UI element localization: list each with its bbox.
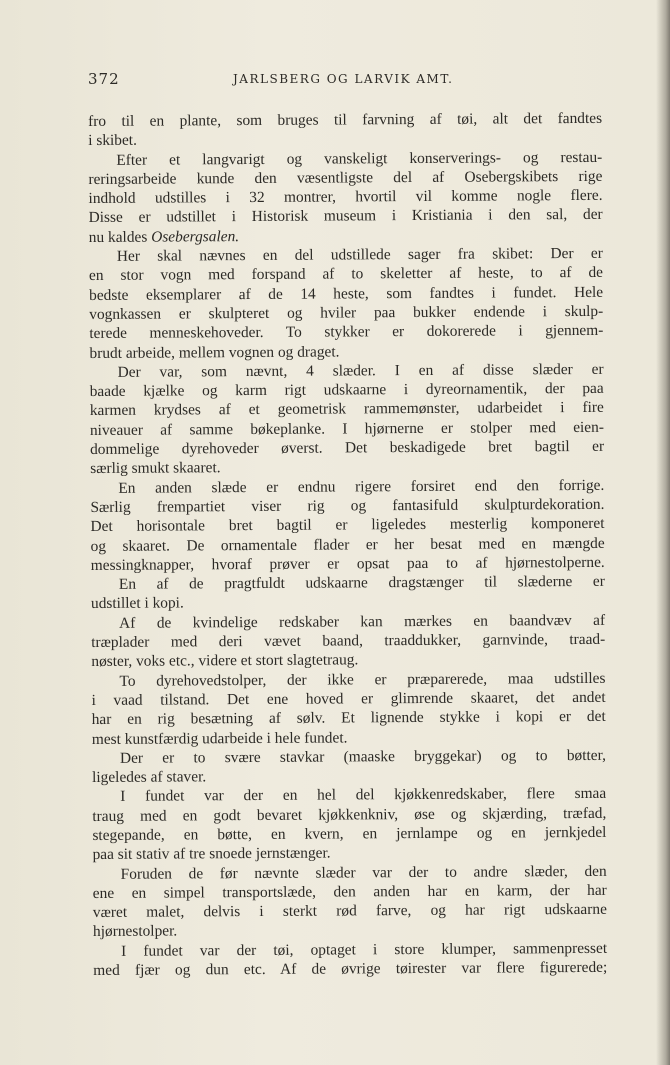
text-line: indhold udstilles i 32 montrer, hvortil vil komme nogle flere. xyxy=(88,187,603,208)
page-number: 372 xyxy=(88,70,120,88)
text-line: fro til en plante, som bruges til farvning af tøi, alt det fandtes xyxy=(88,109,603,130)
text-line: træplader med deri vævet baand, traaddukker, garnvinde, traad- xyxy=(91,630,606,652)
text-line: Særlig frempartiet viser rig og fantasifuld skulpturdekoration. xyxy=(90,495,605,516)
text-line: baade kjælke og karm rigt udskaarne i dyreornamentik, der paa xyxy=(89,380,604,401)
text-line: I fundet var der tøi, optaget i store klumper, sammenpresset xyxy=(121,939,608,960)
text-line: bedste eksemplarer af de 14 heste, som fandtes i fundet. Hele xyxy=(89,283,604,304)
text-line: Af de kvindelige redskaber kan mærkes en baandvæv af xyxy=(119,611,606,632)
text-line: En af de pragtfuldt udskaarne dragstænger til slæderne er xyxy=(118,572,605,593)
text-line: brudt arbeide, mellem vognen og draget. xyxy=(89,343,340,362)
running-head: JARLSBERG OG LARVIK AMT. xyxy=(233,72,454,86)
text-line: Der er to svære stavkar (maaske bryggekar) og to bøtter, xyxy=(119,746,606,767)
text-line: Efter et langvarigt og vanskeligt konserverings- og restau- xyxy=(116,148,603,169)
text-line: messingknapper, hvoraf prøver er opsat paa to af hjørnestolperne. xyxy=(90,553,605,574)
text-line: vognkassen er skulpteret og hviler paa bukker endende i skulp- xyxy=(89,302,604,323)
body-text xyxy=(88,109,607,980)
text-line: en stor vogn med forspand af to skeletter af heste, to af de xyxy=(88,264,604,285)
text-line: ligeledes af staver. xyxy=(92,768,207,787)
text-fragment: nu kaldes xyxy=(88,228,152,246)
text-line: har en rig besætning af sølv. Et lignende stykke i kopi er det xyxy=(91,708,606,729)
text-line: nøster, voks etc., videre et stort slagtetraug. xyxy=(91,651,359,671)
page-header xyxy=(88,70,608,90)
text-line: Disse er udstillet i Historisk museum i Kristiania i den sal, der xyxy=(88,206,603,227)
italic-term: Osebergsalen. xyxy=(151,227,240,246)
text-line: udstillet i kopi. xyxy=(90,594,184,613)
text-line: Der var, som nævnt, 4 slæder. I en af disse slæder er xyxy=(117,360,604,381)
text-line: reringsarbeide kunde den væsentligste del af Osebergskibets rige xyxy=(88,167,603,188)
text-line: dommelige dyrehoveder øverst. Det beskadigede bret bagtil er xyxy=(90,437,605,459)
text-line: karmen krydses af et geometrisk rammemønster, udarbeidet i fire xyxy=(89,399,604,420)
text-line: Her skal nævnes en del udstillede sager fra skibet: Der er xyxy=(116,244,603,265)
text-line: To dyrehovedstolper, der ikke er præparerede, maa udstilles xyxy=(119,669,606,690)
text-line: niveauer af samme bøkeplanke. I hjørnerne er stolper med eien- xyxy=(89,418,604,439)
text-line: mest kunstfærdig udarbeide i hele fundet. xyxy=(91,728,348,748)
text-line: terede menneskehoveder. To stykker er dokorerede i gjennem- xyxy=(89,322,604,343)
page-edge-shadow xyxy=(656,0,670,1065)
text-line: i skibet. xyxy=(88,131,137,150)
text-line: paa sit stativ af tre snoede jernstænger. xyxy=(92,844,331,864)
text-line: hjørnestolper. xyxy=(92,922,178,941)
text-line: stegepande, en bøtte, en kvern, en jernlampe og en jernkjedel xyxy=(92,823,607,844)
text-line: Foruden de før nævnte slæder var der to andre slæder, den xyxy=(120,862,607,883)
text-line: og skaaret. De ornamentale flader er her besat med en mængde xyxy=(90,534,605,555)
text-line: været malet, delvis i sterkt rød farve, og har rigt udskaarne xyxy=(92,901,607,922)
text-line: i vaad tilstand. Det ene hoved er glimrende skaaret, det andet xyxy=(91,688,606,709)
text-line: særlig smukt skaaret. xyxy=(90,459,221,478)
text-line: Det horisontale bret bagtil er ligeledes mesterlig komponeret xyxy=(90,515,605,536)
text-line: med fjær og dun etc. Af de øvrige tøirester var flere figurerede; xyxy=(93,958,608,980)
text-line: ene en simpel transportslæde, den anden har en karm, der har xyxy=(92,881,607,902)
text-line: I fundet var der en hel del kjøkkenredskaber, flere smaa xyxy=(120,785,607,806)
text-line: En anden slæde er endnu rigere forsiret end den forrige. xyxy=(118,476,605,497)
text-line: traug med en godt bevaret kjøkkenkniv, øse og skjærding, træfad, xyxy=(92,804,607,825)
